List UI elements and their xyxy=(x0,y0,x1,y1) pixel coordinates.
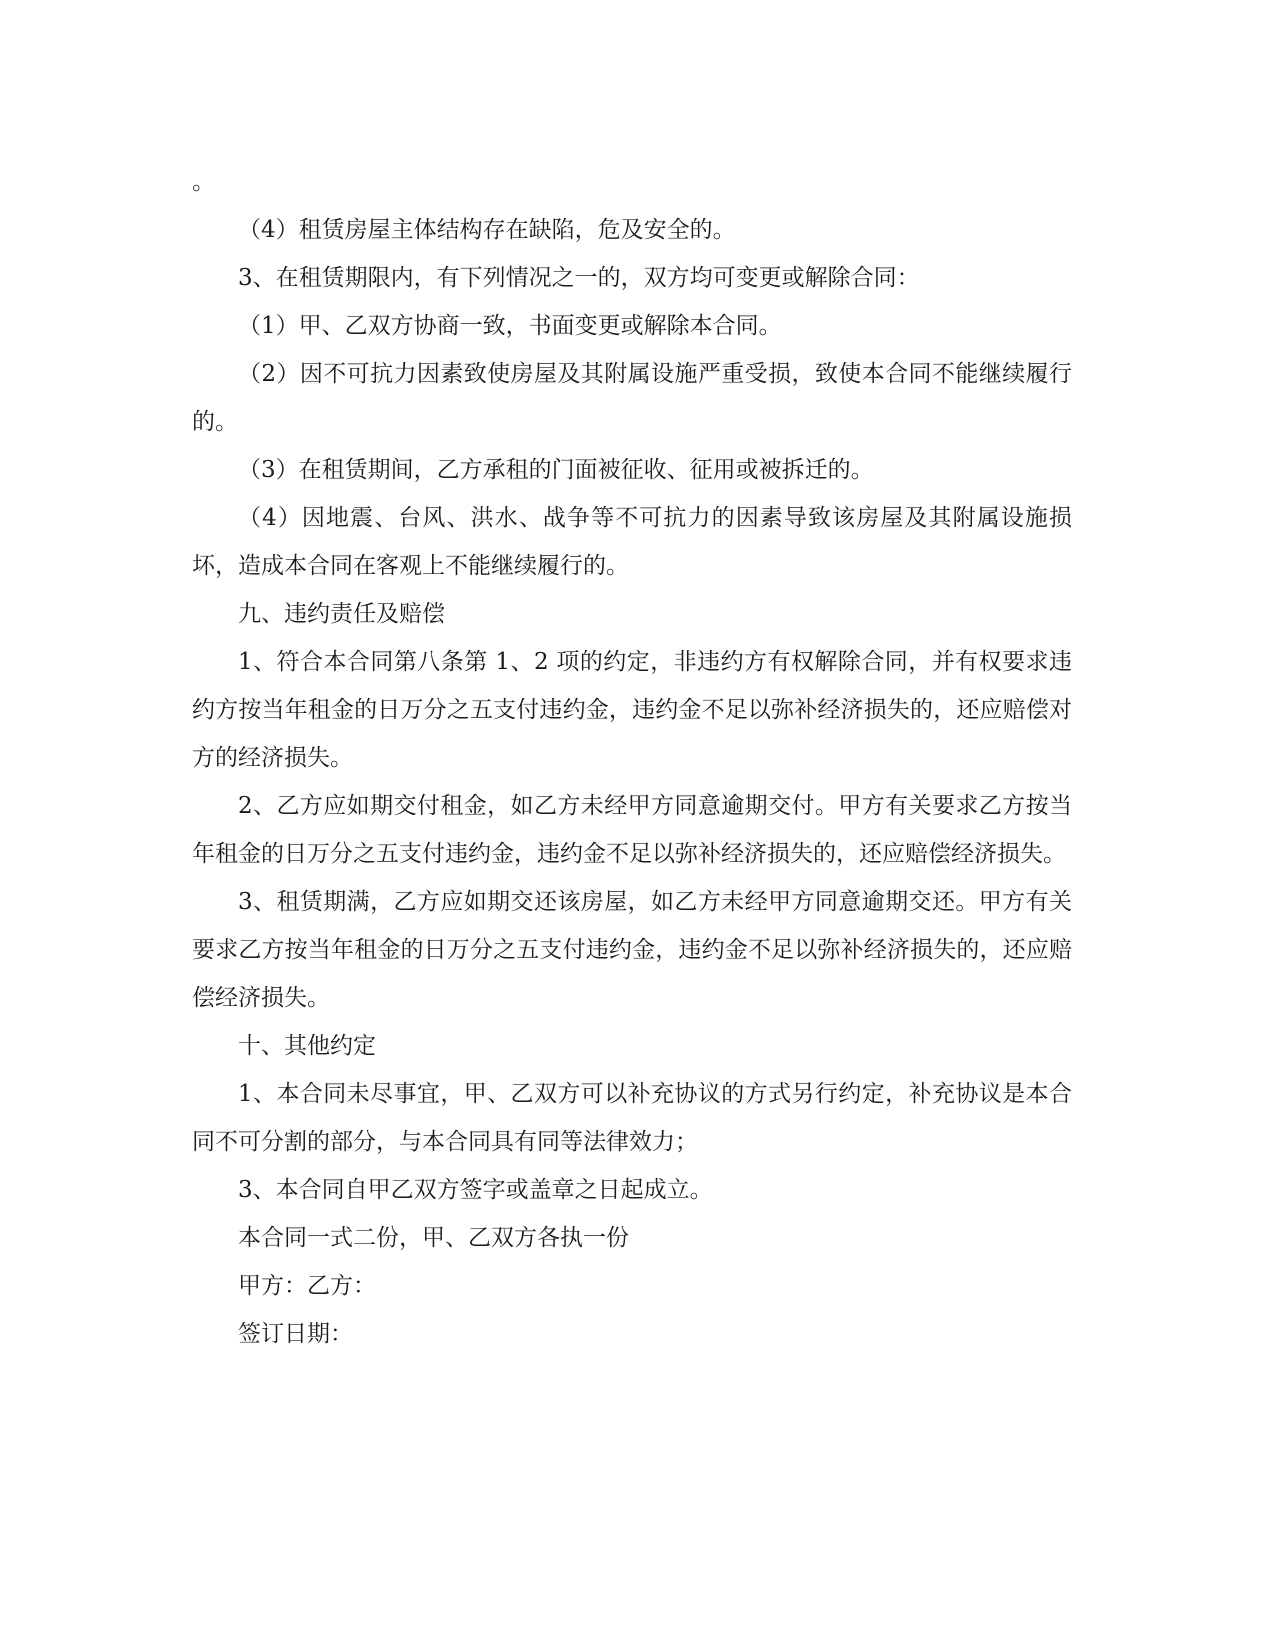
paragraph-clause-9-1: 1、符合本合同第八条第 1、2 项的约定，非违约方有权解除合同，并有权要求违约方按当年租金的日万分之五支付违约金，违约金不足以弥补经济损失的，还应赔偿对方的经济损失。 xyxy=(192,649,1072,771)
paragraph-clause-9-2: 2、乙方应如期交付租金，如乙方未经甲方同意逾期交付。甲方有关要求乙方按当年租金的日万分之五支付违约金，违约金不足以弥补经济损失的，还应赔偿经济损失。 xyxy=(192,793,1072,867)
paragraph-clause-8-3: 3、在租赁期限内，有下列情况之一的，双方均可变更或解除合同： xyxy=(238,265,920,291)
paragraph-continuation-period: 。 xyxy=(192,169,215,195)
paragraph-clause-8-2-item-4: （4）租赁房屋主体结构存在缺陷，危及安全的。 xyxy=(238,217,736,243)
paragraph-clause-10-3: 3、本合同自甲乙双方签字或盖章之日起成立。 xyxy=(238,1177,713,1203)
section-heading-9: 九、违约责任及赔偿 xyxy=(238,601,445,627)
section-heading-10: 十、其他约定 xyxy=(238,1033,376,1059)
paragraph-clause-9-3: 3、租赁期满，乙方应如期交还该房屋，如乙方未经甲方同意逾期交还。甲方有关要求乙方按当年租金的日万分之五支付违约金，违约金不足以弥补经济损失的，还应赔偿经济损失。 xyxy=(192,889,1072,1011)
paragraph-copies: 本合同一式二份，甲、乙双方各执一份 xyxy=(238,1225,629,1251)
paragraph-clause-8-3-item-1: （1）甲、乙双方协商一致，书面变更或解除本合同。 xyxy=(238,313,782,339)
paragraph-clause-8-3-item-3: （3）在租赁期间，乙方承租的门面被征收、征用或被拆迁的。 xyxy=(238,457,874,483)
paragraph-clause-8-3-item-4: （4）因地震、台风、洪水、战争等不可抗力的因素导致该房屋及其附属设施损坏，造成本合同在客观上不能继续履行的。 xyxy=(192,505,1072,579)
document-body xyxy=(192,158,1072,1358)
signing-date: 签订日期： xyxy=(238,1321,353,1347)
paragraph-clause-8-3-item-2: （2）因不可抗力因素致使房屋及其附属设施严重受损，致使本合同不能继续履行的。 xyxy=(192,361,1072,435)
paragraph-clause-10-1: 1、本合同未尽事宜，甲、乙双方可以补充协议的方式另行约定，补充协议是本合同不可分割的部分，与本合同具有同等法律效力； xyxy=(192,1081,1072,1155)
signature-parties: 甲方：乙方： xyxy=(238,1273,376,1299)
